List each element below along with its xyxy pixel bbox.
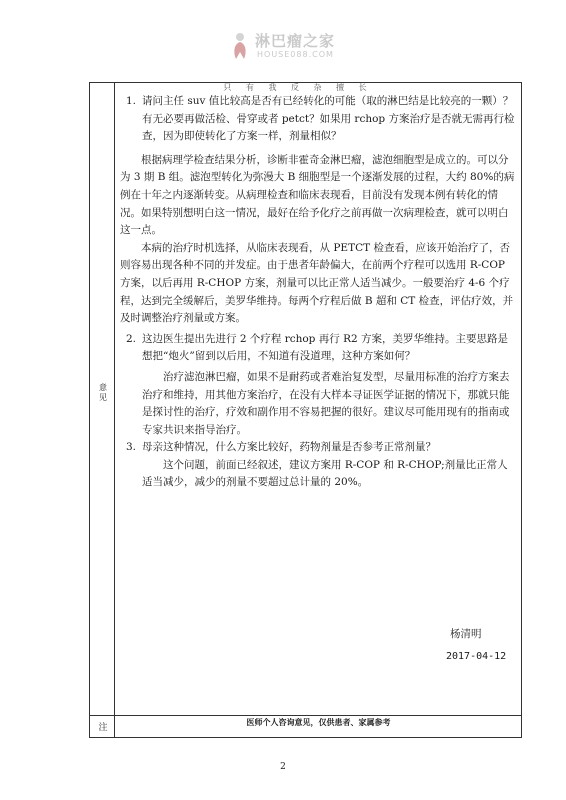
site-title: 淋巴瘤之家 bbox=[255, 32, 336, 50]
doctor-signature: 杨清明 bbox=[450, 628, 482, 640]
site-slogan: 只 有 我 反 杂 擅 长 bbox=[223, 83, 373, 92]
opinion-content bbox=[120, 93, 516, 662]
question-number: 3. bbox=[126, 441, 137, 454]
page-number: 2 bbox=[280, 762, 286, 772]
answer-paragraph: 根据病理学检查结果分析，诊断非霍奇金淋巴瘤，滤泡细胞型是成立的。可以分为 3 期 B 组。滤泡型转化为弥漫大 B 细胞型是一个逐渐发展的过程，大约 80%的病例在十年之内逐渐转变。从病理检查和临床表现看，目前没有发现本例有转化的情况。如果特别想明白这一情况，最好在给予化疗之前再做一次病理检查，就可以明白这一点。 bbox=[120, 153, 515, 237]
site-logo bbox=[223, 30, 373, 92]
opinion-label: 意 见 bbox=[99, 383, 107, 402]
table-column-divider bbox=[114, 82, 115, 738]
ribbon-person-icon bbox=[231, 32, 249, 60]
answer-paragraph: 本病的治疗时机选择，从临床表现看，从 PETCT 检查看，应该开始治疗了，否则容易出现各种不同的并发症。由于患者年龄偏大，在前两个疗程可以选用 R-COP 方案，以后再用 R-CHOP 方案，剂量可以比正常人适当减少。一般要治疗 4-6 个疗程，达到完全缓解后，美罗华维持。每两个疗程后做 B 超和 CT 检查，评估疗效，并及时调整治疗剂量或方案。 bbox=[120, 241, 514, 325]
site-url: HOUSE088.COM bbox=[257, 50, 334, 59]
table-row-divider bbox=[89, 715, 522, 716]
question-number: 2. bbox=[126, 332, 137, 345]
signature-date: 2017-04-12 bbox=[446, 651, 507, 662]
question-1 bbox=[120, 93, 516, 146]
question-number: 1. bbox=[126, 95, 137, 107]
question-text: 这边医生提出先进行 2 个疗程 rchop 再行 R2 方案，美罗华维持。主要思路是想把“炮火”留到以后用，不知道有没道理，这种方案如何？ bbox=[142, 332, 508, 363]
disclaimer-note: 医师个人咨询意见，仅供患者、家属参考 bbox=[246, 718, 391, 727]
question-3 bbox=[120, 439, 516, 457]
question-2 bbox=[120, 331, 516, 366]
answer-paragraph: 治疗滤泡淋巴瘤，如果不是耐药或者难治复发型，尽量用标准的治疗方案去治疗和维持，用其他方案治疗，在没有大样本寻证医学证据的情况下，那就只能是探讨性的治疗，疗效和副作用不容易把握的很好。建议尽可能用现有的指南或专家共识来指导治疗。 bbox=[142, 370, 510, 436]
question-text: 母亲这种情况，什么方案比较好，药物剂量是否参考正常剂量？ bbox=[142, 441, 436, 454]
answer-paragraph: 这个问题，前面已经叙述，建议方案用 R-COP 和 R-CHOP;剂量比正常人适当减少，减少的剂量不要超过总计量的 20%。 bbox=[142, 458, 508, 489]
question-text: 请问主任 suv 值比较高是否有已经转化的可能（取的淋巴结是比较亮的一颗）？有无必要再做活检、骨穿或者 petct？如果用 rchop 方案治疗是否就无需再行检查，因为即使转化了方案一样，剂量相似？ bbox=[142, 95, 515, 143]
note-label: 注 bbox=[98, 723, 108, 733]
